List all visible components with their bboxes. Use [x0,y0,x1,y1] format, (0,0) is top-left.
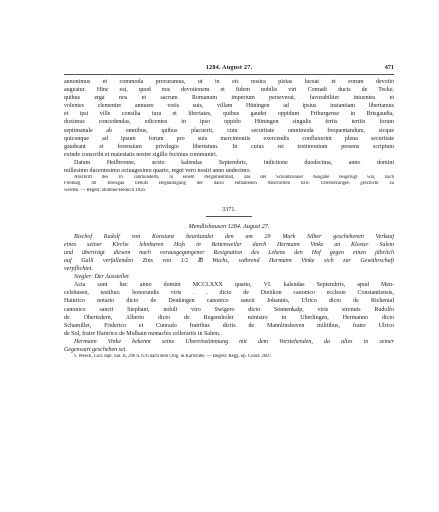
number-rule [206,216,252,217]
summary-line: und überträgt diesem nach vorausgegangener Resignation des Lehens den Hof gegen einen jährlich [64,249,394,256]
note-line: werden. — Regest: Böhmer-Redlich 1856. [64,187,146,193]
book-page [64,62,394,360]
sealer-line: Siegler: Der Aussteller. [74,274,131,281]
text-line: duximus concedendas, edicentes in ipso oppido Hüningen singulis feriis tertiis forum [64,119,394,126]
summary-line: eines seiner Kirche lehnbaren Hofs in Bettenweiler durch Hermann Vinke an Kloster Salem [64,241,394,248]
page-number: 471 [384,64,394,71]
text-line: canonico sancti Stephani, nobili viro Swigero dicto Sonnenkalp, viris strenuis Rudolfo [64,306,394,313]
note-line: Freiburg im Breisgau behufs Beglaubigung der darin enthaltenen Abschriften bzw. Übersetzungen geschickt zu [64,181,394,187]
text-line: Hermann Vinke bekennt seine Übereinstimmung mit dem Vorstehenden, da alles in seiner [74,338,394,345]
source-note [64,175,394,194]
summary-line: auf Galli verfallenden Zins von 1/2 ℔ Wachs, während Hermann Vinke sich zur Gewährschaft [64,258,394,265]
text-line: annonimus et commoda procuramus, ut in eis nostra pietas luceat et eorum devotio [64,79,394,85]
running-title: 1284. August 27. [205,64,253,71]
text-line: Schamiller, Friderico et Cunrado fratribus dictis de Mannlinshoven militibus, fratre Ulrico [64,322,394,329]
text-line: Hainrico notario dicto de Denkingen canonico sancti Johannis, Ulrico dicto de Richenial [64,298,394,305]
continuation-paragraph [64,78,394,159]
summary-line: verpflichtet. [64,266,93,273]
hermann-paragraph [64,338,394,354]
text-line: Datum Heilbronne, sexto kalendas Septembris, indictione duodecima, anno domini [74,159,394,166]
datum-paragraph [64,159,394,175]
edition-note: v. Weech, Cod. dipl. Sal. II, 296 n. 676 nach dem Orig. in Karlsruhe. — Regest: Regg. ep. Const. 2607. [74,354,273,360]
text-line: millesimo ducentesimo octuagesimo quarto, regni vero nostri anno undecimo. [64,168,251,175]
text-line: volentes clementer annuere votis suis, villam Hüningen ad ipsius instantiam libertamus [64,103,394,110]
text-line: de Sol, fratre Hainrico de Mulhain monachis cellerariis in Salem. [64,330,221,337]
text-line: quicunque ad ipsum forum pro suis mercimoniis exercendis confluxerint plena securitate [64,135,394,142]
place-date-line: Mendlishausen 1284. August 27. [188,222,270,230]
text-line: Gegenwart geschehen sei. [64,347,127,354]
text-line: quibus erga nos et sacrum Romanum imperium perseverat, favorabiliter intuentes et [64,95,394,102]
text-line: et ipsi ville consilia iura et libertates, quibus gaudet oppidum Friburgense in Brisgaudia, [64,111,394,118]
text-line: Acta sunt hec anno domini MCCLXXX quarto, VI. kalendas Septembris, apud Men- [74,282,394,289]
document-number [64,206,394,217]
text-line: septimanale ab omnibus, quibus placuerit, cum securitate omnimoda frequentandum, sicque [64,127,394,134]
summary-line: Bischof Rudolf von Konstanz beurkundet den um 29 Mark Silber geschehenen Verkauf [74,233,394,240]
note-line: Abschrift des 16. Jahrhunderts, in einem Pergamentblatt, das der Schönbrunner Ausgabe beigefügt war, nach [74,175,394,181]
document-number-text: 3371. [222,205,236,213]
summary-paragraph [64,233,394,273]
text-line: gaudeant et forensium privilegio libertatum. In cuius rei testimonium presens scriptum [64,143,394,150]
acta-paragraph [64,281,394,338]
text-line: exinde conscribi et maiestatis nostre sigillo fecimus communiri. [64,151,218,158]
text-line: celshusen, testibus: honorandis viris . . dicto de Dietikon canonico ecclesie Constantiensis, [64,290,394,297]
running-head [64,62,394,75]
text-line: augeatur. Hinc est, quod nos devotionem et fidem nobilis viri Conradi ducis de Tecke, [64,87,394,94]
text-line: de Oberiedern, Alberto dicto de Regensholer ministro in Uberlingen, Hermanno dicto [64,314,394,321]
